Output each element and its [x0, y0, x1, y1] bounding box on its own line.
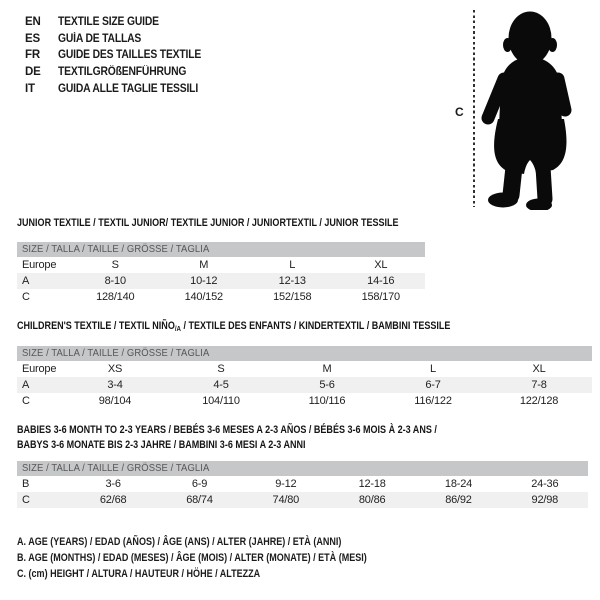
junior-size-header-bar: [17, 242, 425, 257]
babies-size-header-bar: [17, 461, 588, 476]
height-measure-label: C: [455, 105, 464, 119]
babies-size-table: [17, 476, 588, 508]
value-cell: M: [322, 363, 332, 375]
value-cell: 5-6: [319, 379, 335, 391]
row-label-cell: Europe: [22, 363, 57, 375]
value-cell: 4-5: [213, 379, 229, 391]
size-header-text: SIZE / TALLA / TAILLE / GRÖSSE / TAGLIA: [22, 243, 210, 255]
language-code: DE: [25, 66, 41, 79]
language-row: [25, 14, 217, 31]
junior-size-table: [17, 257, 425, 305]
height-measure-dashed-line: [473, 10, 475, 207]
value-cell: 128/140: [96, 291, 135, 303]
subscript-text: /A: [174, 324, 181, 333]
row-label-cell: B: [22, 478, 30, 490]
row-label-cell: C: [22, 395, 30, 407]
junior-section-title: [17, 217, 482, 229]
footnote-a: A. AGE (YEARS) / EDAD (AÑOS) / ÂGE (ANS) / ALTER (JAHRE) / ETÀ (ANNI): [17, 536, 342, 548]
value-cell: 92/98: [531, 494, 559, 506]
children-section-title-text: CHILDREN'S TEXTILE / TEXTIL NIÑO/A / TEXTILE DES ENFANTS / KINDERTEXTIL / BAMBINI TESSILE: [17, 320, 451, 333]
value-cell: XL: [374, 259, 388, 271]
table-row: [17, 361, 592, 377]
language-label: GUIDE DES TAILLES TEXTILE: [58, 49, 202, 62]
row-label-cell: A: [22, 379, 30, 391]
value-cell: 80/86: [358, 494, 386, 506]
table-row: [17, 393, 592, 409]
language-code: IT: [25, 82, 35, 95]
value-cell: L: [430, 363, 436, 375]
children-size-table: [17, 361, 592, 409]
table-row: [17, 273, 425, 289]
language-label: TEXTILE SIZE GUIDE: [58, 16, 159, 29]
value-cell: 24-36: [531, 478, 559, 490]
value-cell: 98/104: [98, 395, 132, 407]
language-code: ES: [25, 32, 40, 45]
language-row: [25, 80, 217, 97]
table-row: [17, 289, 425, 305]
babies-section-title-line1: BABIES 3-6 MONTH TO 2-3 YEARS / BEBÉS 3-6 MESES A 2-3 AÑOS / BÉBÉS 3-6 MOIS À 2-3 ANS /: [17, 424, 437, 436]
value-cell: 18-24: [444, 478, 473, 490]
language-label: GUIDA ALLE TAGLIE TESSILI: [58, 82, 199, 95]
value-cell: 8-10: [104, 275, 126, 287]
value-cell: 68/74: [186, 494, 213, 506]
value-cell: 6-9: [191, 478, 208, 490]
language-title-list: [25, 14, 217, 97]
value-cell: 12-13: [278, 275, 306, 287]
value-cell: L: [289, 259, 296, 271]
legend-footnotes: [17, 536, 444, 585]
value-cell: 116/122: [414, 395, 452, 407]
row-label-cell: C: [22, 494, 30, 506]
row-label-cell: C: [22, 291, 30, 303]
row-label-cell: A: [22, 275, 30, 287]
value-cell: 122/128: [519, 395, 559, 407]
language-row: [25, 64, 217, 81]
language-code: EN: [25, 16, 41, 29]
language-row: [25, 47, 217, 64]
value-cell: 140/152: [184, 291, 223, 303]
value-cell: 6-7: [425, 379, 441, 391]
value-cell: 3-6: [105, 478, 121, 490]
value-cell: 158/170: [361, 291, 400, 303]
value-cell: 12-18: [358, 478, 386, 490]
language-row: [25, 31, 217, 48]
row-label-cell: Europe: [22, 259, 57, 271]
size-header-text: SIZE / TALLA / TAILLE / GRÖSSE / TAGLIA: [22, 347, 210, 359]
language-label: GUÍA DE TALLAS: [58, 32, 142, 45]
value-cell: S: [111, 259, 119, 271]
value-cell: S: [217, 363, 225, 375]
baby-silhouette-icon: [480, 7, 584, 210]
babies-section-title-line2: BABYS 3-6 MONATE BIS 2-3 JAHRE / BAMBINI 3-6 MESI A 2-3 ANNI: [17, 438, 306, 451]
table-row: [17, 377, 592, 393]
value-cell: 10-12: [190, 275, 218, 287]
value-cell: 3-4: [107, 379, 123, 391]
value-cell: XL: [532, 363, 546, 375]
value-cell: 104/110: [202, 395, 240, 407]
value-cell: 14-16: [367, 275, 395, 287]
value-cell: 74/80: [272, 494, 300, 506]
footnote-c: C. (cm) HEIGHT / ALTURA / HAUTEUR / HÖHE / ALTEZZA: [17, 568, 261, 581]
footnote-b: B. AGE (MONTHS) / EDAD (MESES) / ÂGE (MOIS) / ALTER (MONATE) / ETÀ (MESI): [17, 552, 367, 565]
table-row: [17, 476, 588, 492]
junior-section-title-text: JUNIOR TEXTILE / TEXTIL JUNIOR/ TEXTILE JUNIOR / JUNIORTEXTIL / JUNIOR TESSILE: [17, 217, 399, 229]
size-header-text: SIZE / TALLA / TAILLE / GRÖSSE / TAGLIA: [22, 462, 210, 474]
table-row: [17, 257, 425, 273]
value-cell: 7-8: [531, 379, 547, 391]
value-cell: XS: [107, 363, 123, 375]
babies-section-title: [17, 423, 529, 452]
children-section-title: [17, 320, 546, 333]
value-cell: 9-12: [275, 478, 297, 490]
value-cell: 62/68: [99, 494, 127, 506]
language-label: TEXTILGRÖßENFÜHRUNG: [58, 66, 187, 79]
language-code: FR: [25, 49, 40, 62]
value-cell: 110/116: [308, 395, 346, 407]
value-cell: 86/92: [445, 494, 472, 506]
value-cell: M: [199, 259, 209, 271]
children-size-header-bar: [17, 346, 592, 361]
value-cell: 152/158: [273, 291, 312, 303]
table-row: [17, 492, 588, 508]
